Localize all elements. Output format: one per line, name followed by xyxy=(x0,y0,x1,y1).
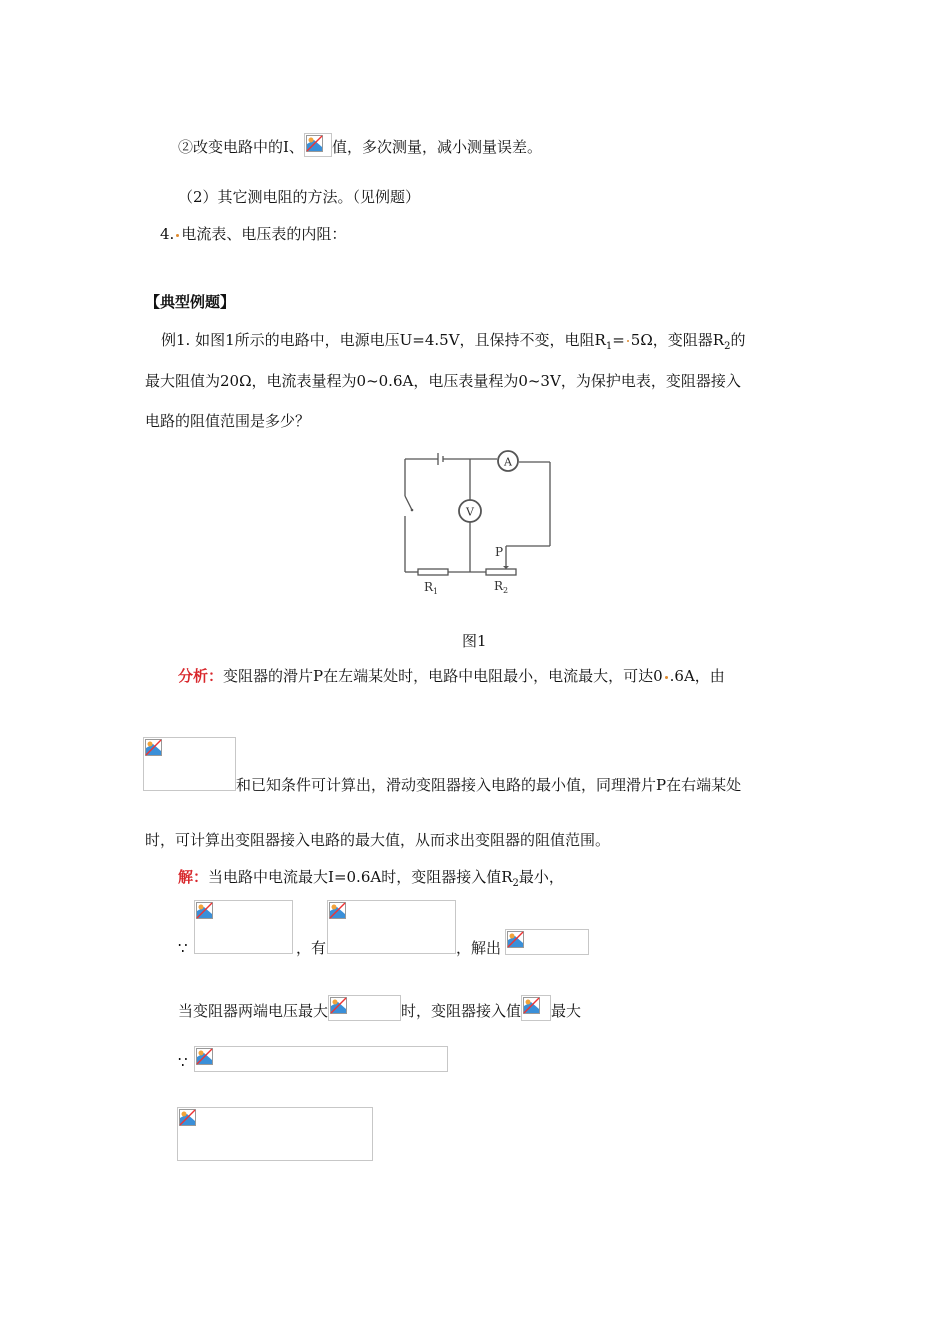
marker-dot xyxy=(665,676,668,679)
switch-blade xyxy=(405,496,412,510)
text-line-3: 4. 电流表、电压表的内阻： xyxy=(160,225,347,243)
broken-image-icon xyxy=(523,997,540,1014)
resistor-r1 xyxy=(418,569,448,575)
marker-dot xyxy=(176,234,179,237)
broken-image-icon xyxy=(196,1048,213,1065)
solution-text-jiechu: ，解出 xyxy=(456,939,502,957)
formula-image-placeholder xyxy=(194,1046,448,1072)
formula-image-placeholder xyxy=(521,995,551,1021)
broken-image-icon xyxy=(330,997,347,1014)
solution-text-you: ，有 xyxy=(296,939,327,957)
example-line-1: 例1. 如图1所示的电路中，电源电压U=4.5V，且保持不变，电阻$R_1= 5\Omega$，变阻器$R_2$的 xyxy=(161,331,746,352)
solution-line-1: 解：当电路中电流最大I=0.6A时，变阻器接入值$R_2$最小， xyxy=(178,868,564,889)
formula-image-placeholder xyxy=(304,133,332,157)
broken-image-icon xyxy=(306,135,323,152)
broken-image-icon xyxy=(507,931,524,948)
svg-text:V: V xyxy=(466,505,474,519)
text-line-2: （2）其它测电阻的方法。（见例题） xyxy=(178,188,421,206)
svg-text:A: A xyxy=(504,455,512,469)
example-line-2: 最大阻值为20Ω，电流表量程为0~0.6A，电压表量程为0~3V，为保护电表，变阻器接入 xyxy=(145,372,741,390)
formula-image-placeholder xyxy=(328,995,401,1021)
formula-image-placeholder xyxy=(194,900,293,954)
switch-contact xyxy=(411,509,414,512)
formula-image-placeholder xyxy=(327,900,456,954)
rheostat-r2 xyxy=(486,569,516,575)
broken-image-icon xyxy=(196,902,213,919)
analysis-line-1: 分析：变阻器的滑片P在左端某处时，电路中电阻最小，电流最大，可达0 .6A，由 xyxy=(178,667,725,685)
figure-caption: 图1 xyxy=(462,632,487,650)
marker-dot xyxy=(627,340,629,342)
formula-image-placeholder xyxy=(177,1107,373,1161)
solution-line-3: 当变阻器两端电压最大 时，变阻器接入值 最大 xyxy=(178,995,581,1021)
section-heading: 【典型例题】 xyxy=(145,293,236,311)
formula-image-placeholder xyxy=(143,737,236,791)
circuit-diagram xyxy=(398,448,558,600)
because-symbol: ∵ xyxy=(178,939,188,957)
voltmeter-symbol xyxy=(459,500,481,522)
because-symbol: ∵ xyxy=(178,1053,188,1071)
slider-label: P xyxy=(495,545,504,559)
r1-label: $R_1$ xyxy=(424,580,439,596)
example-line-3: 电路的阻值范围是多少？ xyxy=(145,412,311,430)
broken-image-icon xyxy=(329,902,346,919)
analysis-line-2: 和已知条件可计算出，滑动变阻器接入电路的最小值，同理滑片P在右端某处 xyxy=(236,776,742,794)
text-line-1: ②改变电路中的I、 值，多次测量，减小测量误差。 xyxy=(178,133,542,157)
formula-image-placeholder xyxy=(505,929,589,955)
broken-image-icon xyxy=(145,739,162,756)
analysis-line-3: 时，可计算出变阻器接入电路的最大值，从而求出变阻器的阻值范围。 xyxy=(145,831,611,849)
ammeter-symbol xyxy=(498,451,518,471)
broken-image-icon xyxy=(179,1109,196,1126)
r2-label: $R_2$ xyxy=(494,579,509,595)
